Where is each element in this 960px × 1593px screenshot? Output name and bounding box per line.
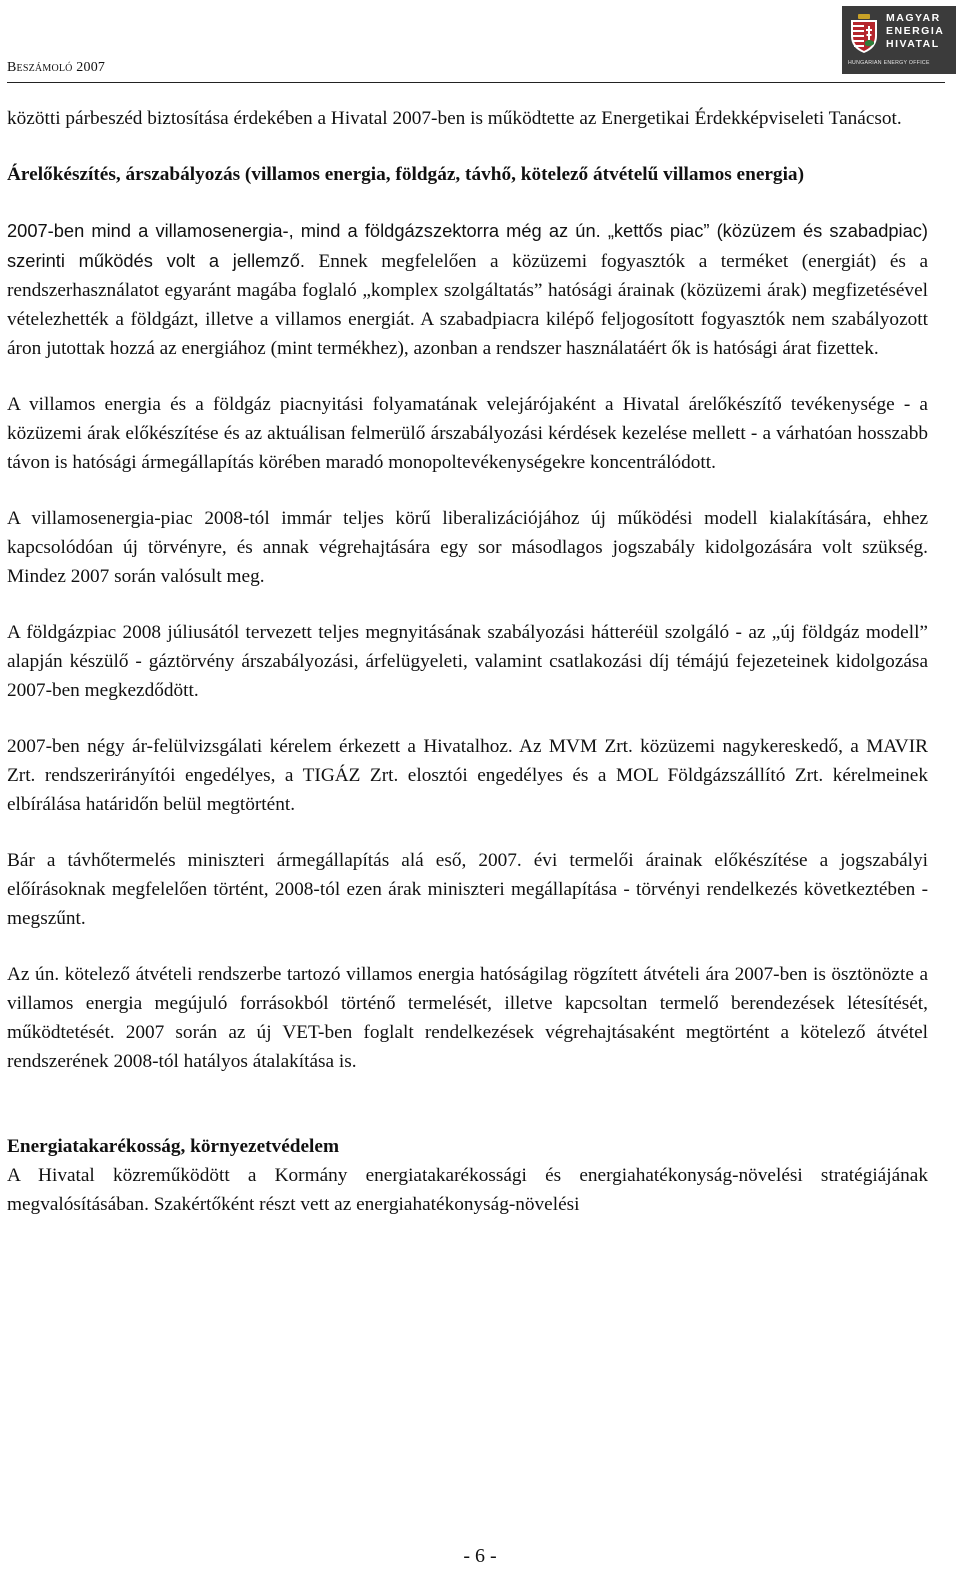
paragraph: A Hivatal közreműködött a Kormány energiatakarékossági és energiahatékonyság-növelési stratégiájának megvalósításában. Szakértőként részt vett az energiahatékonyság-növelési xyxy=(7,1165,928,1215)
paragraph-serif-run: Ennek megfelelően a közüzemi fogyasztók a terméket (energiát) és a rendszerhasználatot egyaránt magába foglaló „komplex szolgáltatás” hatósági árainak (közüzemi árak) megfizetésével vételezhették a földgázt, illetve a villamos energiát. A szabadpiacra kilépő feljogosított fogyasztók nem szabályozott áron jutottak hozzá az energiához (mint termékhez), azonban a rendszer használatáért ők is hatósági árat fizettek. xyxy=(7,251,929,359)
paragraph: Az ún. kötelező átvételi rendszerbe tartozó villamos energia hatóságilag rögzített átvételi ára 2007-ben is ösztönözte a villamos energia megújuló forrásokból történő termelését, illetve kapcsoltan termelő berendezések létesítését, működtetését. 2007 során az új VET-ben foglalt rendelkezések végrehajtásaként megtörtént a kötelező átvétel rendszerének 2008-tól hatályos átalakítása is. xyxy=(7,964,928,1072)
logo-line-2: ENERGIA xyxy=(886,25,945,37)
header-year: 2007 xyxy=(76,60,106,75)
header-divider xyxy=(7,82,945,83)
section-heading: Energiatakarékosság, környezetvédelem xyxy=(7,1136,340,1157)
paragraph-sans-run: 2007-ben mind a villamosenergia-, mind a földgázszektorra még az ún. „kettős piac” (közüzem és szabadpiac) szerinti működés volt a jellemző. xyxy=(7,220,928,271)
logo-line-3: HIVATAL xyxy=(886,38,940,50)
paragraph xyxy=(7,216,928,363)
paragraph: 2007-ben négy ár-felülvizsgálati kérelem érkezett a Hivatalhoz. Az MVM Zrt. közüzemi nagykereskedő, a MAVIR Zrt. rendszerirányítói engedélyes, a TIGÁZ Zrt. elosztói engedélyes és a MOL Földgázszállító Zrt. kérelmeinek elbírálása határidőn belül megtörtént. xyxy=(7,736,928,815)
section-heading: Árelőkészítés, árszabályozás (villamos energia, földgáz, távhő, kötelező átvételű villamos energia) xyxy=(7,164,804,185)
paragraph: A villamos energia és a földgáz piacnyitási folyamatának velejárójaként a Hivatal árelőkészítő tevékenysége - a közüzemi árak előkészítése és az aktuálisan felmerülő árszabályozási kérdések kezelése mellett - a várhatóan hosszabb távon is hatósági ármegállapítás körében maradó monopoltevékenységekre koncentrálódott. xyxy=(7,394,928,473)
header-word: eszámoló xyxy=(16,60,73,75)
hungarian-crest-icon xyxy=(847,14,881,54)
paragraph: Bár a távhőtermelés miniszteri ármegállapítás alá eső, 2007. évi termelői árainak előkészítése a jogszabályi előírásoknak megfelelően történt, 2008-tól ezen árak miniszteri megállapítása - törvényi rendelkezés következtében - megszűnt. xyxy=(7,850,928,929)
running-header xyxy=(7,60,105,76)
document-body xyxy=(7,104,928,1219)
page-number: - 6 - xyxy=(463,1545,497,1567)
logo-subtitle: HUNGARIAN ENERGY OFFICE xyxy=(848,60,930,66)
paragraph: A villamosenergia-piac 2008-tól immár teljes körű liberalizációjához új működési modell kialakítására, ehhez kapcsolódóan új törvényre, és annak végrehajtására egy sor másodlagos jogszabály kidolgozására volt szükség. Mindez 2007 során valósult meg. xyxy=(7,508,928,587)
energy-office-logo xyxy=(842,6,956,74)
logo-wordmark xyxy=(886,12,944,51)
paragraph: közötti párbeszéd biztosítása érdekében a Hivatal 2007-ben is működtette az Energetikai Érdekképviseleti Tanácsot. xyxy=(7,108,902,129)
logo-line-1: MAGYAR xyxy=(886,12,941,24)
header-initial: B xyxy=(7,60,17,75)
paragraph: A földgázpiac 2008 júliusától tervezett teljes megnyitásának szabályozási hátteréül szolgáló - az „új földgáz modell” alapján készülő - gáztörvény árszabályozási, árfelügyeleti, valamint csatlakozási díj témájú fejezeteinek kidolgozása 2007-ben megkezdődött. xyxy=(7,622,928,701)
